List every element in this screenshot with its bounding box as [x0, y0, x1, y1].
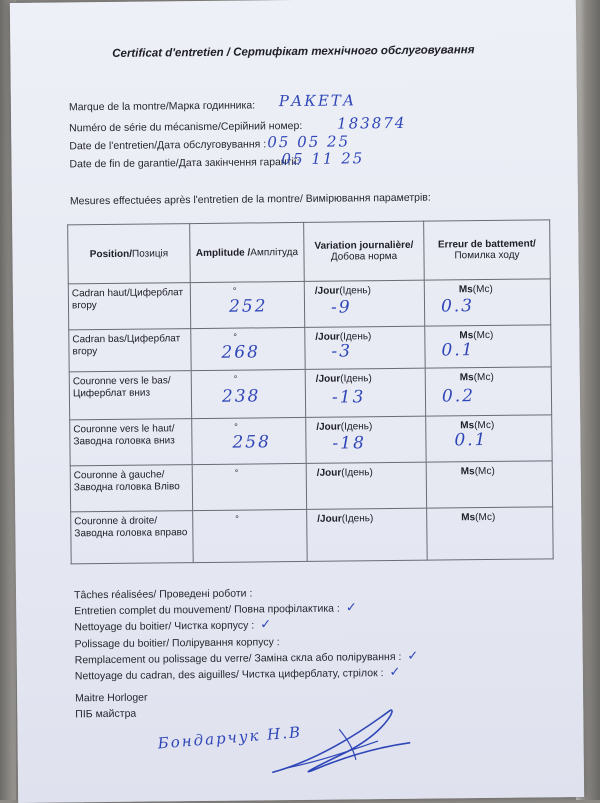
row-variation-cell: /Jour(Ідень) [306, 462, 426, 509]
row-erreur-value: 0.1 [454, 430, 487, 450]
header-amplitude: Amplitude /Амплітуда [190, 222, 305, 282]
field-brand-value: РАКЕТА [279, 91, 357, 110]
row-amplitude-cell: ° 268 [191, 327, 305, 370]
task-item: Nettoyage du boitier/ Чистка корпусу : ✓ [74, 616, 418, 636]
row-variation-value: -18 [332, 433, 366, 453]
task-item: Polissage du boitier/ Полірування корпусу : [74, 632, 418, 652]
header-position: Position/Позиція [68, 224, 191, 284]
measures-heading: Mesures effectuées après l'entretien de la montre/ Вимірювання параметрів: [70, 192, 431, 208]
row-erreur-cell: Ms(Мс) [426, 461, 552, 508]
field-brand-label: Marque de la montre/Марка годинника: [69, 99, 255, 113]
row-variation-cell: /Jour(Ідень) [307, 508, 428, 561]
row-amplitude-cell: ° 238 [191, 369, 305, 418]
row-amplitude-cell: ° 252 [190, 281, 304, 328]
row-erreur-cell: Ms(Мс) [427, 507, 554, 560]
row-position: Couronne vers le haut/Заводна головка вниз [70, 419, 192, 466]
task-item: Entretien complet du mouvement/ Повна профілактика : ✓ [74, 600, 418, 620]
row-position: Couronne vers le bas/Циферблат вниз [69, 371, 191, 420]
field-service-date-value: 05 05 25 [267, 132, 350, 151]
header-variation: Variation journalière/Добова норма [304, 221, 425, 281]
row-amplitude-value: 252 [229, 296, 268, 316]
field-warranty-end-label: Date de fin de garantie/Дата закінчення гарантії: [69, 156, 299, 170]
row-erreur-cell: Ms(Мс) 0.3 [424, 279, 550, 326]
checkmark-icon: ✓ [389, 665, 400, 680]
row-variation-cell: /Jour(Ідень) -18 [306, 416, 426, 463]
row-amplitude-value: 258 [232, 432, 271, 452]
header-erreur: Erreur de battement/Помилка ходу [424, 220, 551, 280]
row-position: Cadran haut/Циферблат вгору [68, 283, 190, 330]
field-warranty-end-value: 05 11 25 [281, 149, 364, 168]
row-amplitude-cell: ° 258 [192, 417, 306, 464]
row-erreur-cell: Ms(Мс) 0.1 [425, 325, 551, 368]
tasks-heading: Tâches réalisées/ Проведені роботи : [74, 585, 418, 604]
field-serial-value: 183874 [337, 114, 406, 133]
signature-scribble [10, 0, 584, 803]
row-erreur-cell: Ms(Мс) 0.2 [425, 367, 551, 416]
row-position: Cadran bas/Циферблат вгору [69, 329, 191, 372]
row-variation-value: -9 [331, 297, 352, 317]
row-variation-value: -13 [332, 387, 366, 407]
row-erreur-value: 0.3 [441, 296, 474, 316]
checkmark-icon: ✓ [260, 618, 271, 633]
row-variation-cell: /Jour(Ідень) -9 [304, 280, 424, 327]
signature-name: Бондарчук Н.В [157, 723, 303, 753]
row-amplitude-value: 238 [222, 386, 261, 406]
field-service-date-label: Date de l'entretien/Дата обслуговування : [69, 138, 266, 152]
row-position: Couronne à droite/Заводна головка вправо [71, 511, 194, 564]
checkmark-icon: ✓ [346, 601, 357, 616]
row-variation-value: -3 [331, 341, 352, 361]
master-label-fr: Maitre Horloger [75, 690, 148, 707]
row-variation-cell: /Jour(Ідень) -13 [305, 368, 425, 417]
row-amplitude-cell: ° [193, 509, 308, 562]
row-amplitude-value: 268 [221, 342, 260, 362]
row-variation-cell: /Jour(Ідень) -3 [305, 326, 425, 369]
row-erreur-cell: Ms(Мс) 0.1 [426, 415, 552, 462]
row-position: Couronne à gauche/ Заводна головка Вліво [70, 465, 192, 512]
checkmark-icon: ✓ [407, 649, 418, 664]
task-item: Remplacement ou polissage du verre/ Заміна скла або полірування : ✓ [75, 649, 419, 669]
row-erreur-value: 0.2 [442, 386, 475, 406]
field-serial-label: Numéro de série du mécanisme/Серійний номер: [69, 120, 302, 134]
row-amplitude-cell: ° [192, 463, 306, 510]
certificate-sheet [10, 0, 584, 803]
master-label-ua: ПІБ майстра [75, 706, 148, 723]
document-title: Certificat d'entretien / Сертифікат технічного обслуговування [10, 43, 576, 61]
row-erreur-value: 0.1 [441, 340, 474, 360]
task-item: Nettoyage du cadran, des aiguilles/ Чистка циферблату, стрілок : ✓ [75, 665, 419, 685]
